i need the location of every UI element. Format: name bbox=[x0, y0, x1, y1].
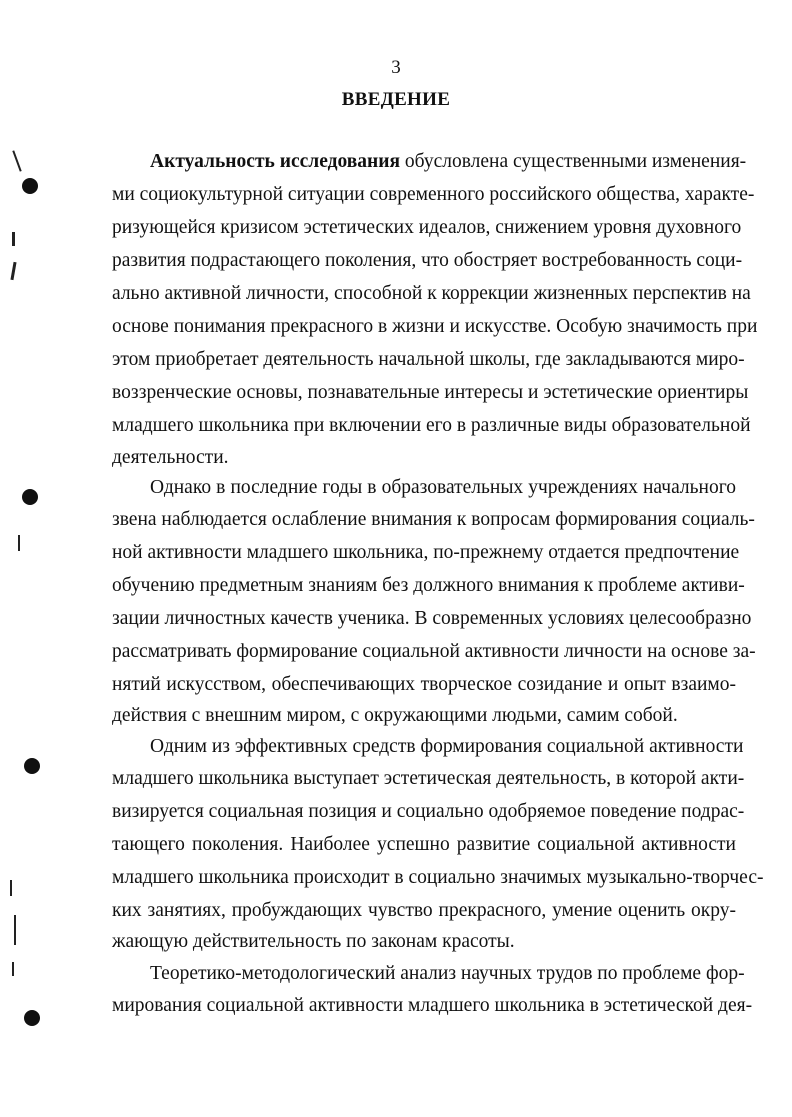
line-text: обусловлена существенными изменения- bbox=[400, 151, 747, 172]
paragraph-1-line: воззренческие основы, познавательные интересы и эстетические ориентиры bbox=[112, 382, 749, 403]
bold-lead-phrase: Актуальность исследования bbox=[150, 151, 401, 172]
binding-hole-mark bbox=[24, 758, 40, 774]
paragraph-3-line: визируется социальная позиция и социально одобряемое поведение подрас- bbox=[112, 801, 745, 822]
paragraph-2-line: ной активности младшего школьника, по-прежнему отдается предпочтение bbox=[112, 542, 740, 563]
paragraph-3-line: младшего школьника выступает эстетическая деятельность, в которой акти- bbox=[112, 768, 745, 789]
paragraph-1-line: этом приобретает деятельность начальной школы, где закладываются миро- bbox=[112, 349, 745, 370]
binding-hole-mark bbox=[22, 489, 38, 505]
paragraph-2-line: звена наблюдается ослабление внимания к вопросам формирования социаль- bbox=[112, 509, 755, 530]
paragraph-2-line: Однако в последние годы в образовательных учреждениях начального bbox=[150, 477, 736, 498]
paragraph-2-line: нятий искусством, обеспечивающих творческое созидание и опыт взаимо- bbox=[112, 674, 736, 695]
paragraph-1-line: развития подрастающего поколения, что обостряет востребованность соци- bbox=[112, 250, 743, 271]
paragraph-4-line: мирования социальной активности младшего школьника в эстетической дея- bbox=[112, 995, 753, 1016]
paragraph-1-line: ризующейся кризисом эстетических идеалов, снижением уровня духовного bbox=[112, 217, 742, 238]
section-heading: ВВЕДЕНИЕ bbox=[341, 89, 451, 110]
scan-scratch-mark bbox=[12, 232, 15, 246]
paragraph-1-line-1 bbox=[150, 150, 747, 174]
paragraph-2-line: рассматривать формирование социальной активности личности на основе за- bbox=[112, 641, 756, 662]
scan-scratch-mark bbox=[14, 915, 16, 945]
paragraph-1-line: младшего школьника при включении его в различные виды образовательной bbox=[112, 415, 751, 436]
page-number: 3 bbox=[391, 57, 401, 78]
paragraph-1-line: ально активной личности, способной к коррекции жизненных перспектив на bbox=[112, 283, 751, 304]
paragraph-3-line: младшего школьника происходит в социально значимых музыкально-творчес- bbox=[112, 867, 764, 888]
scan-scratch-mark bbox=[12, 962, 14, 976]
paragraph-2-line: обучению предметным знаниям без должного внимания к проблеме активи- bbox=[112, 575, 745, 596]
scan-scratch-mark bbox=[18, 535, 20, 551]
binding-hole-mark bbox=[24, 1010, 40, 1026]
paragraph-1-line: ми социокультурной ситуации современного российского общества, характе- bbox=[112, 184, 755, 205]
paragraph-4-line: Теоретико-методологический анализ научных трудов по проблеме фор- bbox=[150, 963, 745, 984]
paragraph-1-line: деятельности. bbox=[112, 447, 229, 468]
paragraph-2-line: действия с внешним миром, с окружающими людьми, самим собой. bbox=[112, 705, 678, 726]
binding-hole-mark bbox=[22, 178, 38, 194]
paragraph-3-line: Одним из эффективных средств формирования социальной активности bbox=[150, 736, 744, 757]
scan-scratch-mark bbox=[10, 262, 16, 280]
paragraph-3-line: тающего поколения. Наиболее успешно развитие социальной активности bbox=[112, 834, 736, 855]
paragraph-2-line: зации личностных качеств ученика. В современных условиях целесообразно bbox=[112, 608, 752, 629]
scan-scratch-mark bbox=[10, 880, 12, 896]
paragraph-1-line: основе понимания прекрасного в жизни и искусстве. Особую значимость при bbox=[112, 316, 758, 337]
scan-scratch-mark bbox=[12, 150, 21, 171]
paragraph-3-line: жающую действительность по законам красоты. bbox=[112, 931, 515, 952]
paragraph-3-line: ких занятиях, пробуждающих чувство прекрасного, умение оценить окру- bbox=[112, 900, 736, 921]
